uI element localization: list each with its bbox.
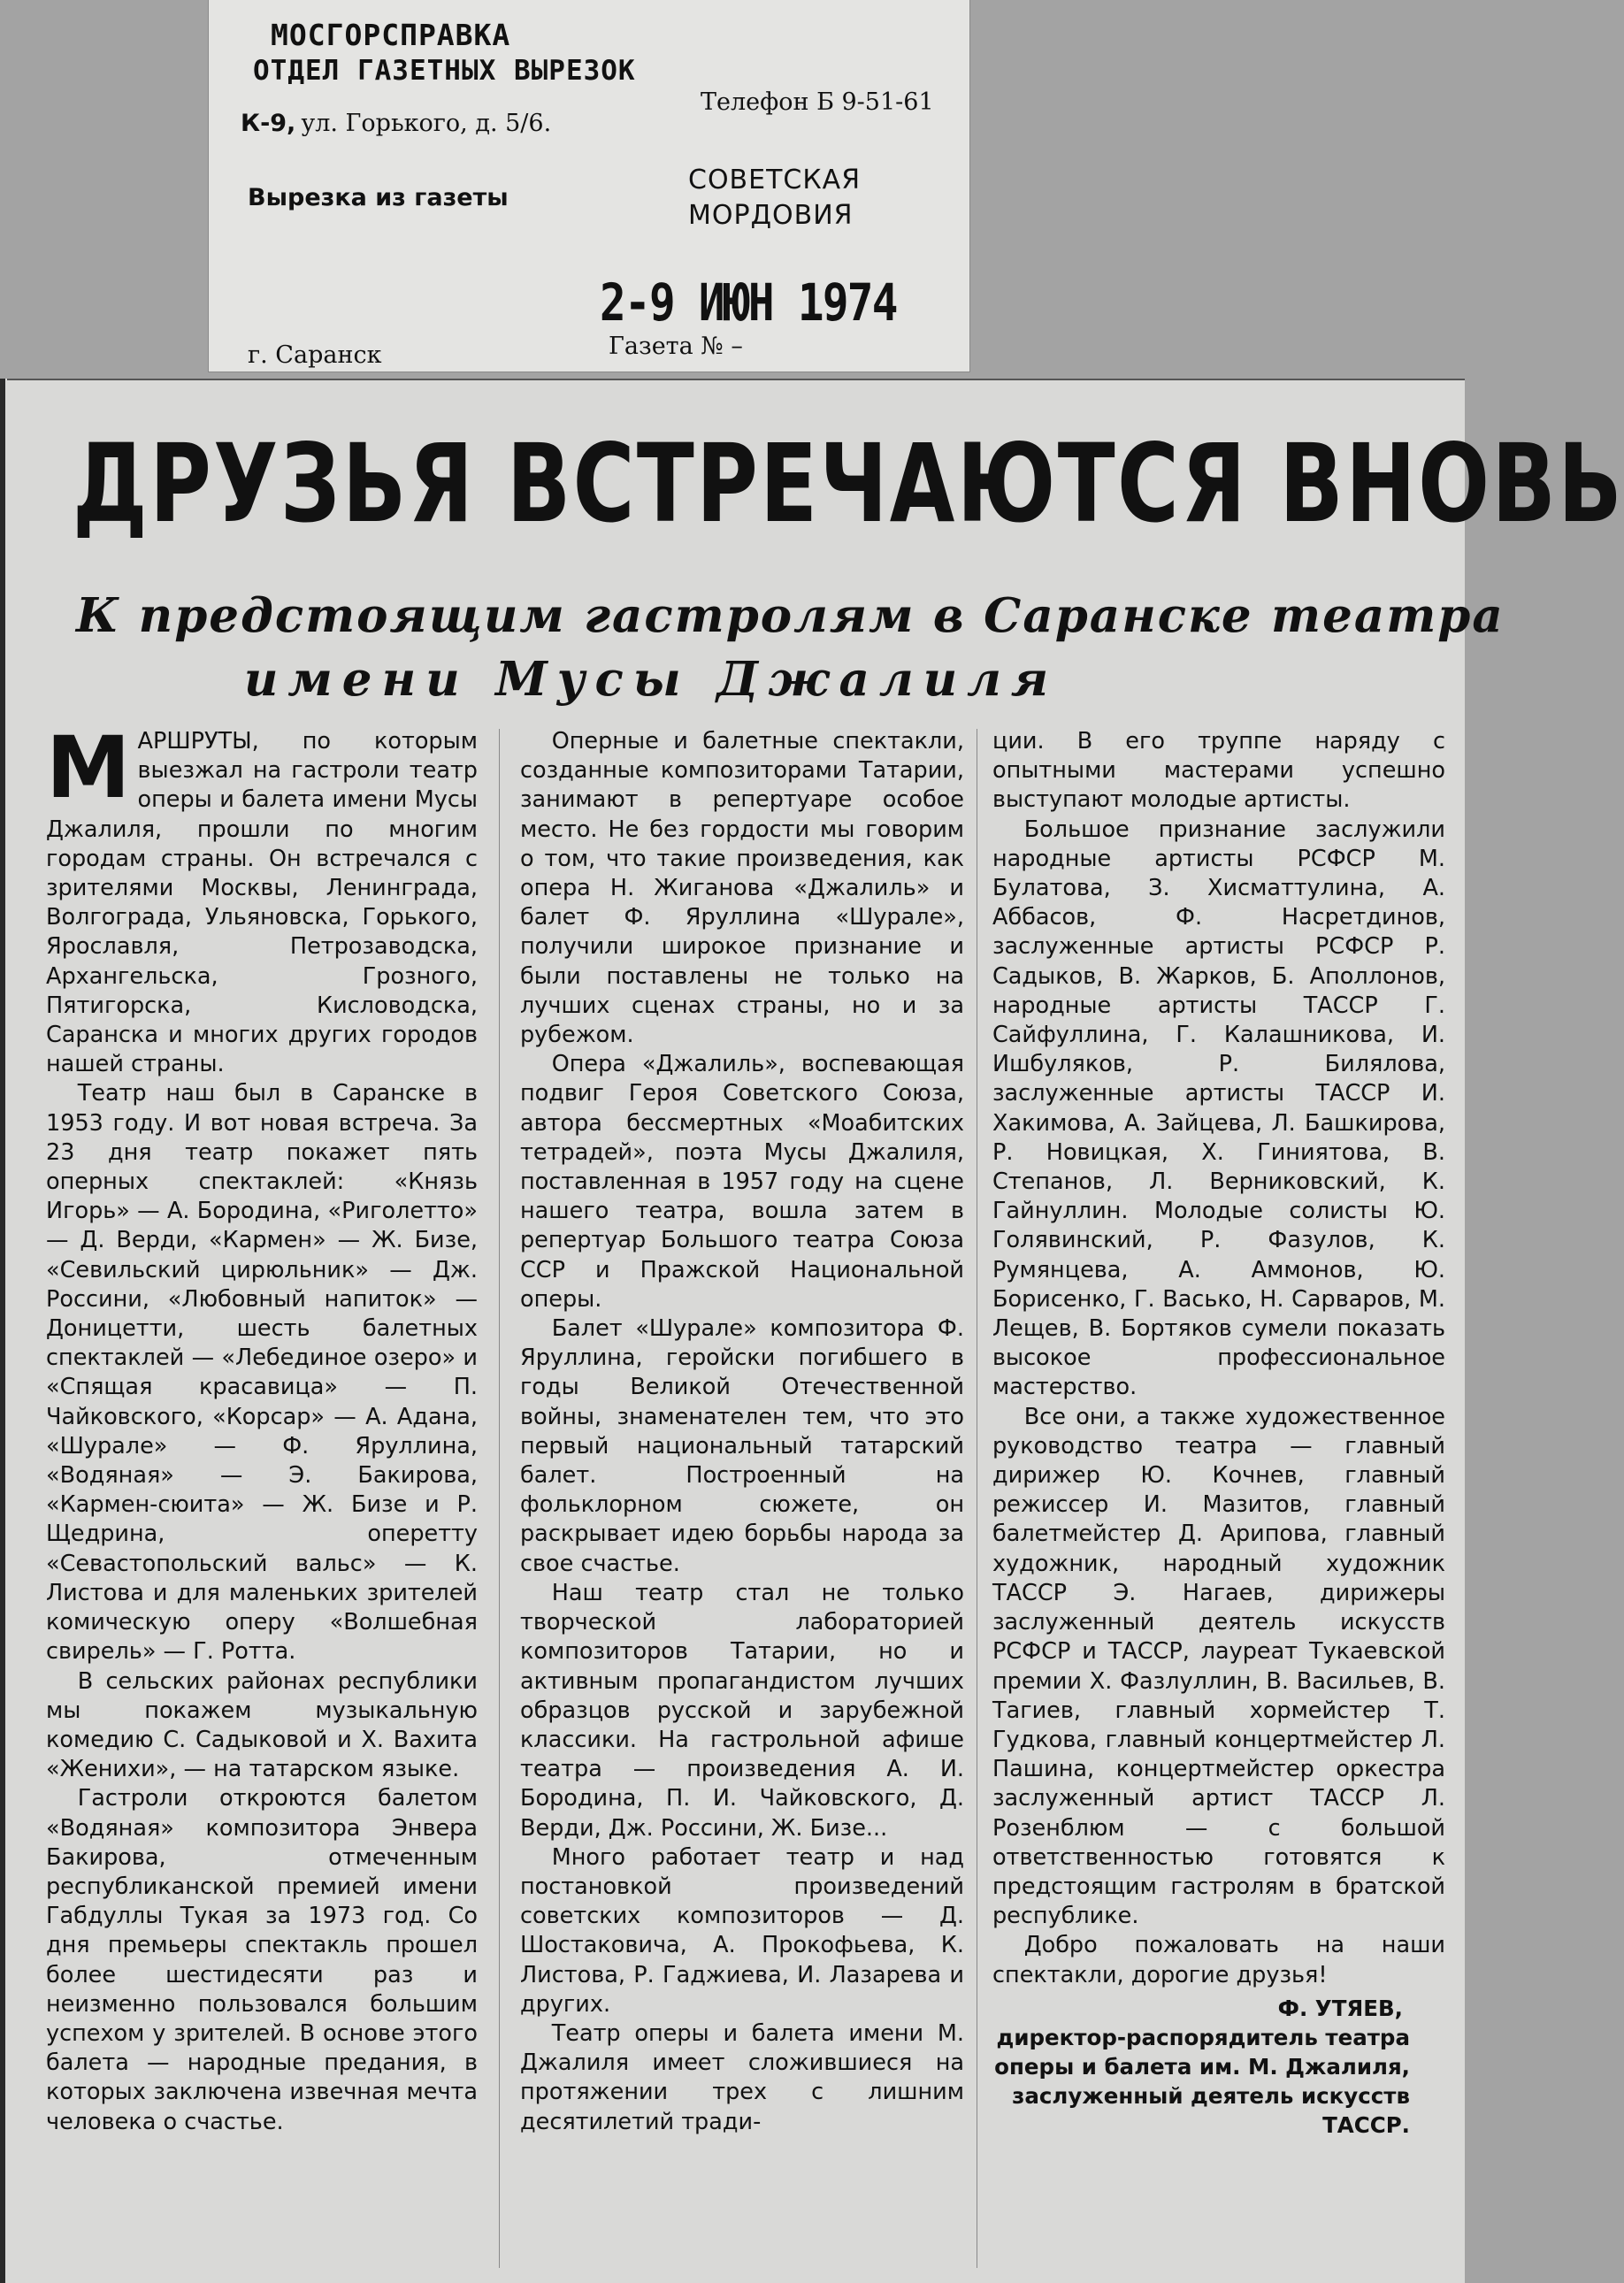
stamp-department: ОТДЕЛ ГАЗЕТНЫХ ВЫРЕЗОК [253, 55, 636, 87]
paragraph: ции. В его труппе наряду с опытными мастерами успешно выступают молодые артисты. [992, 728, 1445, 814]
article-column-1 [46, 718, 478, 2137]
stamp-address-code: К-9, [241, 110, 296, 137]
article-subheadline [76, 584, 1505, 711]
clipping-service-stamp [209, 0, 969, 372]
paragraph: Большое признание заслужили народные артисты РСФСР М. Булатова, З. Хисматтулина, А. Аббасов, Ф. Насретдинов, заслуженные артисты РСФСР Р. Садыков, В. Жарков, Б. Аполлонов, народные артисты ТАССР Г. Сайфуллина, Г. Калашникова, И. Ишбуляков, Р. Билялова, заслуженные артисты ТАССР И. Хакимова, А. Зайцева, Л. Башкирова, Р. Новицкая, Х. Гиниятова, В. Степанов, Л. Верниковский, К. Гайнуллин. Молодые солисты Ю. Голявинский, Р. Фазулов, К. Румянцева, А. Аммонов, Ю. Борисенко, Г. Васько, Н. Сарваров, М. Лещев, В. Бортяков сумели показать высокое профессиональное мастерство. [992, 816, 1445, 1401]
paragraph: Гастроли откроются балетом «Водяная» композитора Энвера Бакирова, отмеченным республиканской премией имени Габдуллы Тукая за 1973 год. Со дня премьеры спектакль прошел более шестидесяти раз и неизменно пользовался большим успехом у зрителей. В основе этого балета — народные предания, в которых заключена извечная мечта человека о счастье. [46, 1785, 478, 2135]
paragraph: Опера «Джалиль», воспевающая подвиг Героя Советского Союза, автора бессмертных «Моабитских тетрадей», поэта Мусы Джалиля, поставленная в 1957 году на сцене нашего театра, вошла затем в репертуар Большого театра Союза ССР и Пражской Национальной оперы. [520, 1051, 964, 1313]
article-headline: ДРУЗЬЯ ВСТРЕЧАЮТСЯ ВНОВЬ [73, 421, 1624, 547]
stamp-organization: МОСГОРСПРАВКА [271, 18, 511, 52]
article-column-3 [992, 727, 1445, 2140]
paragraph: Театр наш был в Саранске в 1953 году. И вот новая встреча. За 23 дня театр покажет пять оперных спектаклей: «Князь Игорь» — А. Бородина, «Риголетто» — Д. Верди, «Кармен» — Ж. Бизе, «Севильский цирюльник» — Дж. Россини, «Любовный напиток» — Доницетти, шесть балетных спектаклей — «Лебединое озеро» и «Спящая красавица» — П. Чайковского, «Корсар» — А. Адана, «Шурале» — Ф. Яруллина, «Водяная» — Э. Бакирова, «Кармен-сюита» — Ж. Бизе и Р. Щедрина, оперетту «Севастопольский вальс» — К. Листова и для маленьких зрителей комическую оперу «Волшебная свирель» — Г. Ротта. [46, 1080, 478, 1666]
stamp-address-street: ул. Горького, д. 5/6. [301, 110, 552, 137]
stamp-address [241, 110, 551, 137]
article-column-2 [520, 727, 964, 2137]
paragraph: В сельских районах республики мы покажем музыкальную комедию С. Садыковой и Х. Вахита «Женихи», — на татарском языке. [46, 1667, 478, 1783]
paragraph-text: АРШРУТЫ, по которым выезжал на гастроли театр оперы и балета имени Мусы Джалиля, прошли по многим городам страны. Он встречался с зрителями Москвы, Ленинграда, Волгограда, Ульяновска, Горького, Ярославля, Петрозаводска, Архангельска, Грозного, Пятигорска, Кисловодска, Саранска и многих других городов нашей страны. [46, 728, 478, 1078]
stamp-phone: Телефон Б 9-51-61 [701, 88, 934, 116]
column-divider [499, 729, 500, 2268]
stamp-newspaper-name [688, 163, 861, 234]
newspaper-article [0, 379, 1624, 2283]
paragraph: Наш театр стал не только творческой лабораторией композиторов Татарии, но и активным пропагандистом лучших образцов русской и зарубежной классики. На гастрольной афише театра — произведения А. И. Бородина, П. И. Чайковского, Д. Верди, Дж. Россини, Ж. Бизе... [520, 1579, 964, 1842]
paragraph: Все они, а также художественное руководство театра — главный дирижер Ю. Кочнев, главный режиссер И. Мазитов, главный балетмейстер Д. Арипова, главный художник, народный художник ТАССР Э. Нагаев, дирижеры заслуженный деятель искусств РСФСР и ТАССР, лауреат Тукаевской премии Х. Фазлуллин, В. Васильев, В. Тагиев, главный хормейстер Т. Гудкова, главный концертмейстер Л. Пашина, концертмейстер оркестра заслуженный артист ТАССР Л. Розенблюм — с большой ответственностью готовятся к предстоящим гастролям в братской республике. [992, 1403, 1445, 1930]
stamp-city: г. Саранск [248, 341, 382, 369]
subheadline-line1: К предстоящим гастролям в Саранске театра [76, 588, 1505, 643]
paragraph: Много работает театр и над постановкой произведений советских композиторов — Д. Шостаковича, А. Прокофьева, К. Листова, Р. Гаджиева, И. Лазарева и других. [520, 1843, 964, 2018]
stamp-gazette-number: Газета № – [609, 333, 743, 360]
newspaper-name-line1: СОВЕТСКАЯ [688, 165, 862, 195]
author-title: директор-распорядитель театра оперы и балета им. М. Джалиля, заслуженный деятель искусств ТАССР. [994, 2024, 1410, 2138]
top-rule [7, 379, 1465, 380]
paragraph: Оперные и балетные спектакли, созданные композиторами Татарии, занимают в репертуаре особое место. Не без гордости мы говорим о том, что такие произведения, как опера Н. Жиганова «Джалиль» и балет Ф. Яруллина «Шурале», получили широкое признание и были поставлены не только на лучших сценах страны, но и за рубежом. [520, 728, 964, 1049]
author-signature [992, 1994, 1445, 2140]
drop-cap: М [46, 718, 131, 817]
stamp-cut-from-label: Вырезка из газеты [248, 184, 509, 211]
author-name: Ф. УТЯЕВ, [1277, 1995, 1403, 2021]
paragraph: Театр оперы и балета имени М. Джалиля имеет сложившиеся на протяжении трех с лишним десятилетий тради- [520, 2019, 964, 2135]
paragraph: Добро пожаловать на наши спектакли, дорогие друзья! [992, 1932, 1445, 1988]
subheadline-line2: имени Мусы Джалиля [243, 652, 1059, 707]
paragraph [46, 718, 478, 1079]
newspaper-name-line2: МОРДОВИЯ [688, 200, 854, 231]
paragraph: Балет «Шурале» композитора Ф. Яруллина, геройски погибшего в годы Великой Отечественной войны, знаменателен тем, что это первый национальный татарский балет. Построенный на фольклорном сюжете, он раскрывает идею борьбы народа за свое счастье. [520, 1315, 964, 1577]
stamp-date: 2-9 ИЮН 1974 [600, 272, 897, 333]
